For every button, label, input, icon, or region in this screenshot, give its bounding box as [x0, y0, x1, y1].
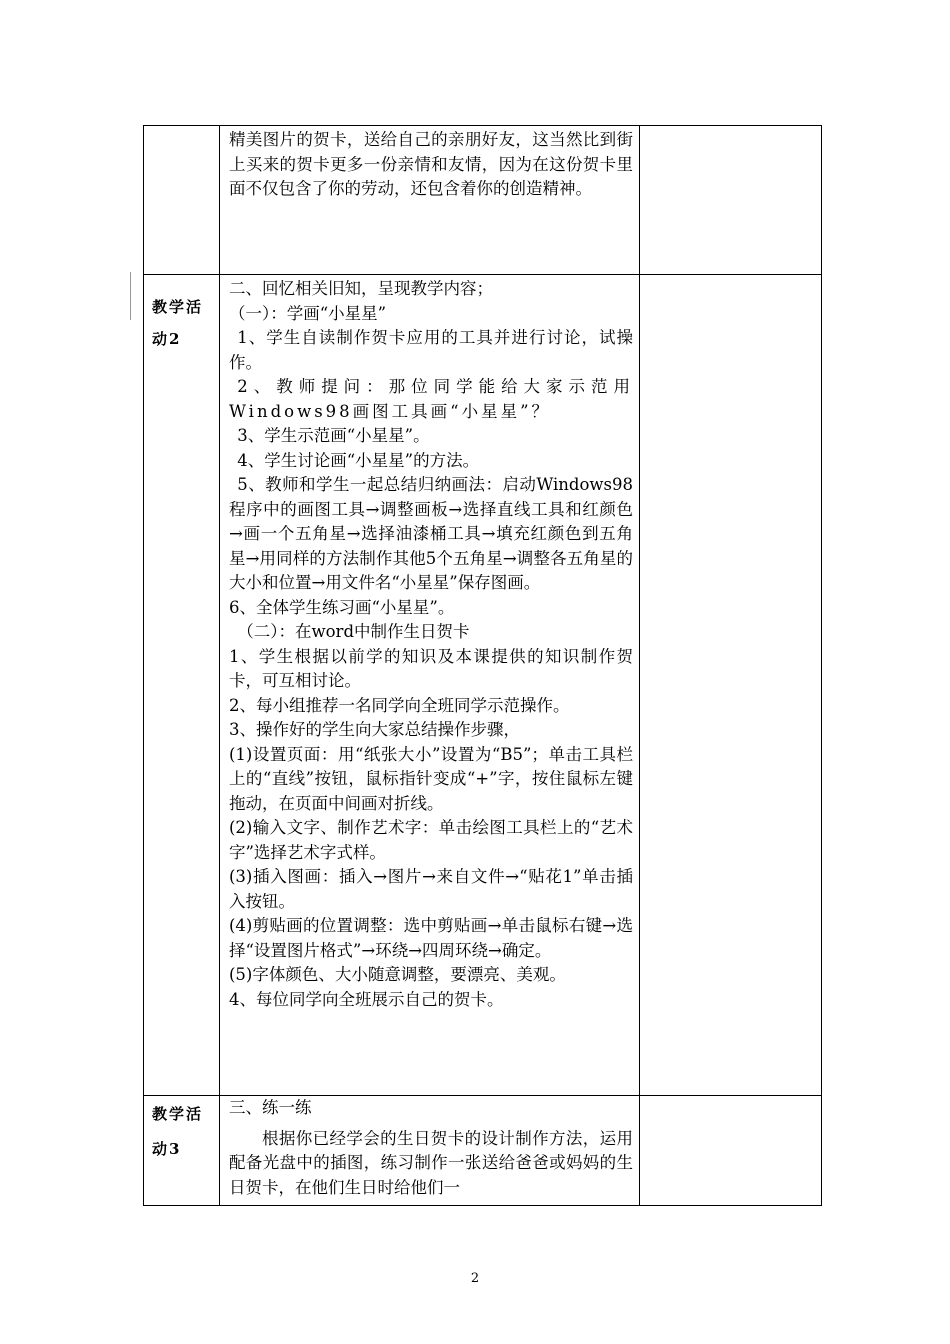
content-line: (3)插入图画：插入→图片→来自文件→“贴花1”单击插入按钮。 [229, 867, 633, 911]
lesson-plan-table [143, 125, 822, 1206]
notes-cell [640, 1096, 822, 1206]
content-line: 二、回忆相关旧知，呈现教学内容； [229, 279, 493, 298]
content-line: (2)输入文字、制作艺术字：单击绘图工具栏上的“艺术字”选择艺术字式样。 [229, 818, 633, 862]
content-line: 3、学生示范画“小星星”。 [237, 426, 430, 445]
activity-content [220, 126, 640, 275]
content-line: 根据你已经学会的生日贺卡的设计制作方法，运用配备光盘中的插图，练习制作一张送给爸爸或妈妈的生日贺卡，在他们生日时给他们一 [229, 1128, 633, 1197]
activity-label: 教学活动3 [144, 1096, 220, 1206]
content-line: 3、操作好的学生向大家总结操作步骤， [229, 720, 520, 739]
activity-label [144, 126, 220, 275]
table-row [144, 275, 822, 1096]
content-line: 4、每位同学向全班展示自己的贺卡。 [229, 989, 504, 1009]
content-line: (4)剪贴画的位置调整：选中剪贴画→单击鼠标右键→选择“设置图片格式”→环绕→四周环绕→确定。 [229, 916, 633, 960]
content-line: 精美图片的贺卡，送给自己的亲朋好友，这当然比到街上买来的贺卡更多一份亲情和友情，因为在这份贺卡里面不仅包含了你的劳动，还包含着你的创造精神。 [229, 130, 633, 198]
margin-mark [130, 272, 131, 320]
content-line: 4、学生讨论画“小星星”的方法。 [237, 450, 480, 470]
content-line: 三、练一练 [229, 1098, 312, 1117]
notes-cell [640, 275, 822, 1096]
content-line: 1、学生根据以前学的知识及本课提供的知识制作贺卡，可互相讨论。 [229, 646, 633, 690]
activity-content [220, 1096, 640, 1206]
activity-label: 教学活动2 [144, 275, 220, 1096]
table-row [144, 1096, 822, 1206]
content-line: (1)设置页面：用“纸张大小”设置为“B5”；单击工具栏上的“直线”按钮，鼠标指针变成“+”字，按住鼠标左键拖动，在页面中间画对折线。 [229, 744, 633, 813]
activity-content [220, 275, 640, 1096]
content-line: （二）：在word中制作生日贺卡 [237, 622, 470, 641]
content-line: (5)字体颜色、大小随意调整，要漂亮、美观。 [229, 965, 566, 984]
content-line: 2、每小组推荐一名同学向全班同学示范操作。 [229, 695, 570, 715]
notes-cell [640, 126, 822, 275]
page-number: 2 [470, 1271, 480, 1286]
table-row [144, 126, 822, 275]
content-line: 6、全体学生练习画“小星星”。 [229, 597, 455, 617]
content-line: （一）：学画“小星星” [229, 303, 387, 323]
content-line: 1、学生自读制作贺卡应用的工具并进行讨论，试操作。 [229, 328, 633, 372]
content-line: 5、教师和学生一起总结归纳画法：启动Windows98程序中的画图工具→调整画板→选择直线工具和红颜色→画一个五角星→选择油漆桶工具→填充红颜色到五角星→用同样的方法制作其他5个五角星→调整各五角星的大小和位置→用文件名“小星星”保存图画。 [229, 475, 633, 592]
content-line: 2、教师提问：那位同学能给大家示范用Windows98画图工具画“小星星”？ [229, 377, 633, 421]
